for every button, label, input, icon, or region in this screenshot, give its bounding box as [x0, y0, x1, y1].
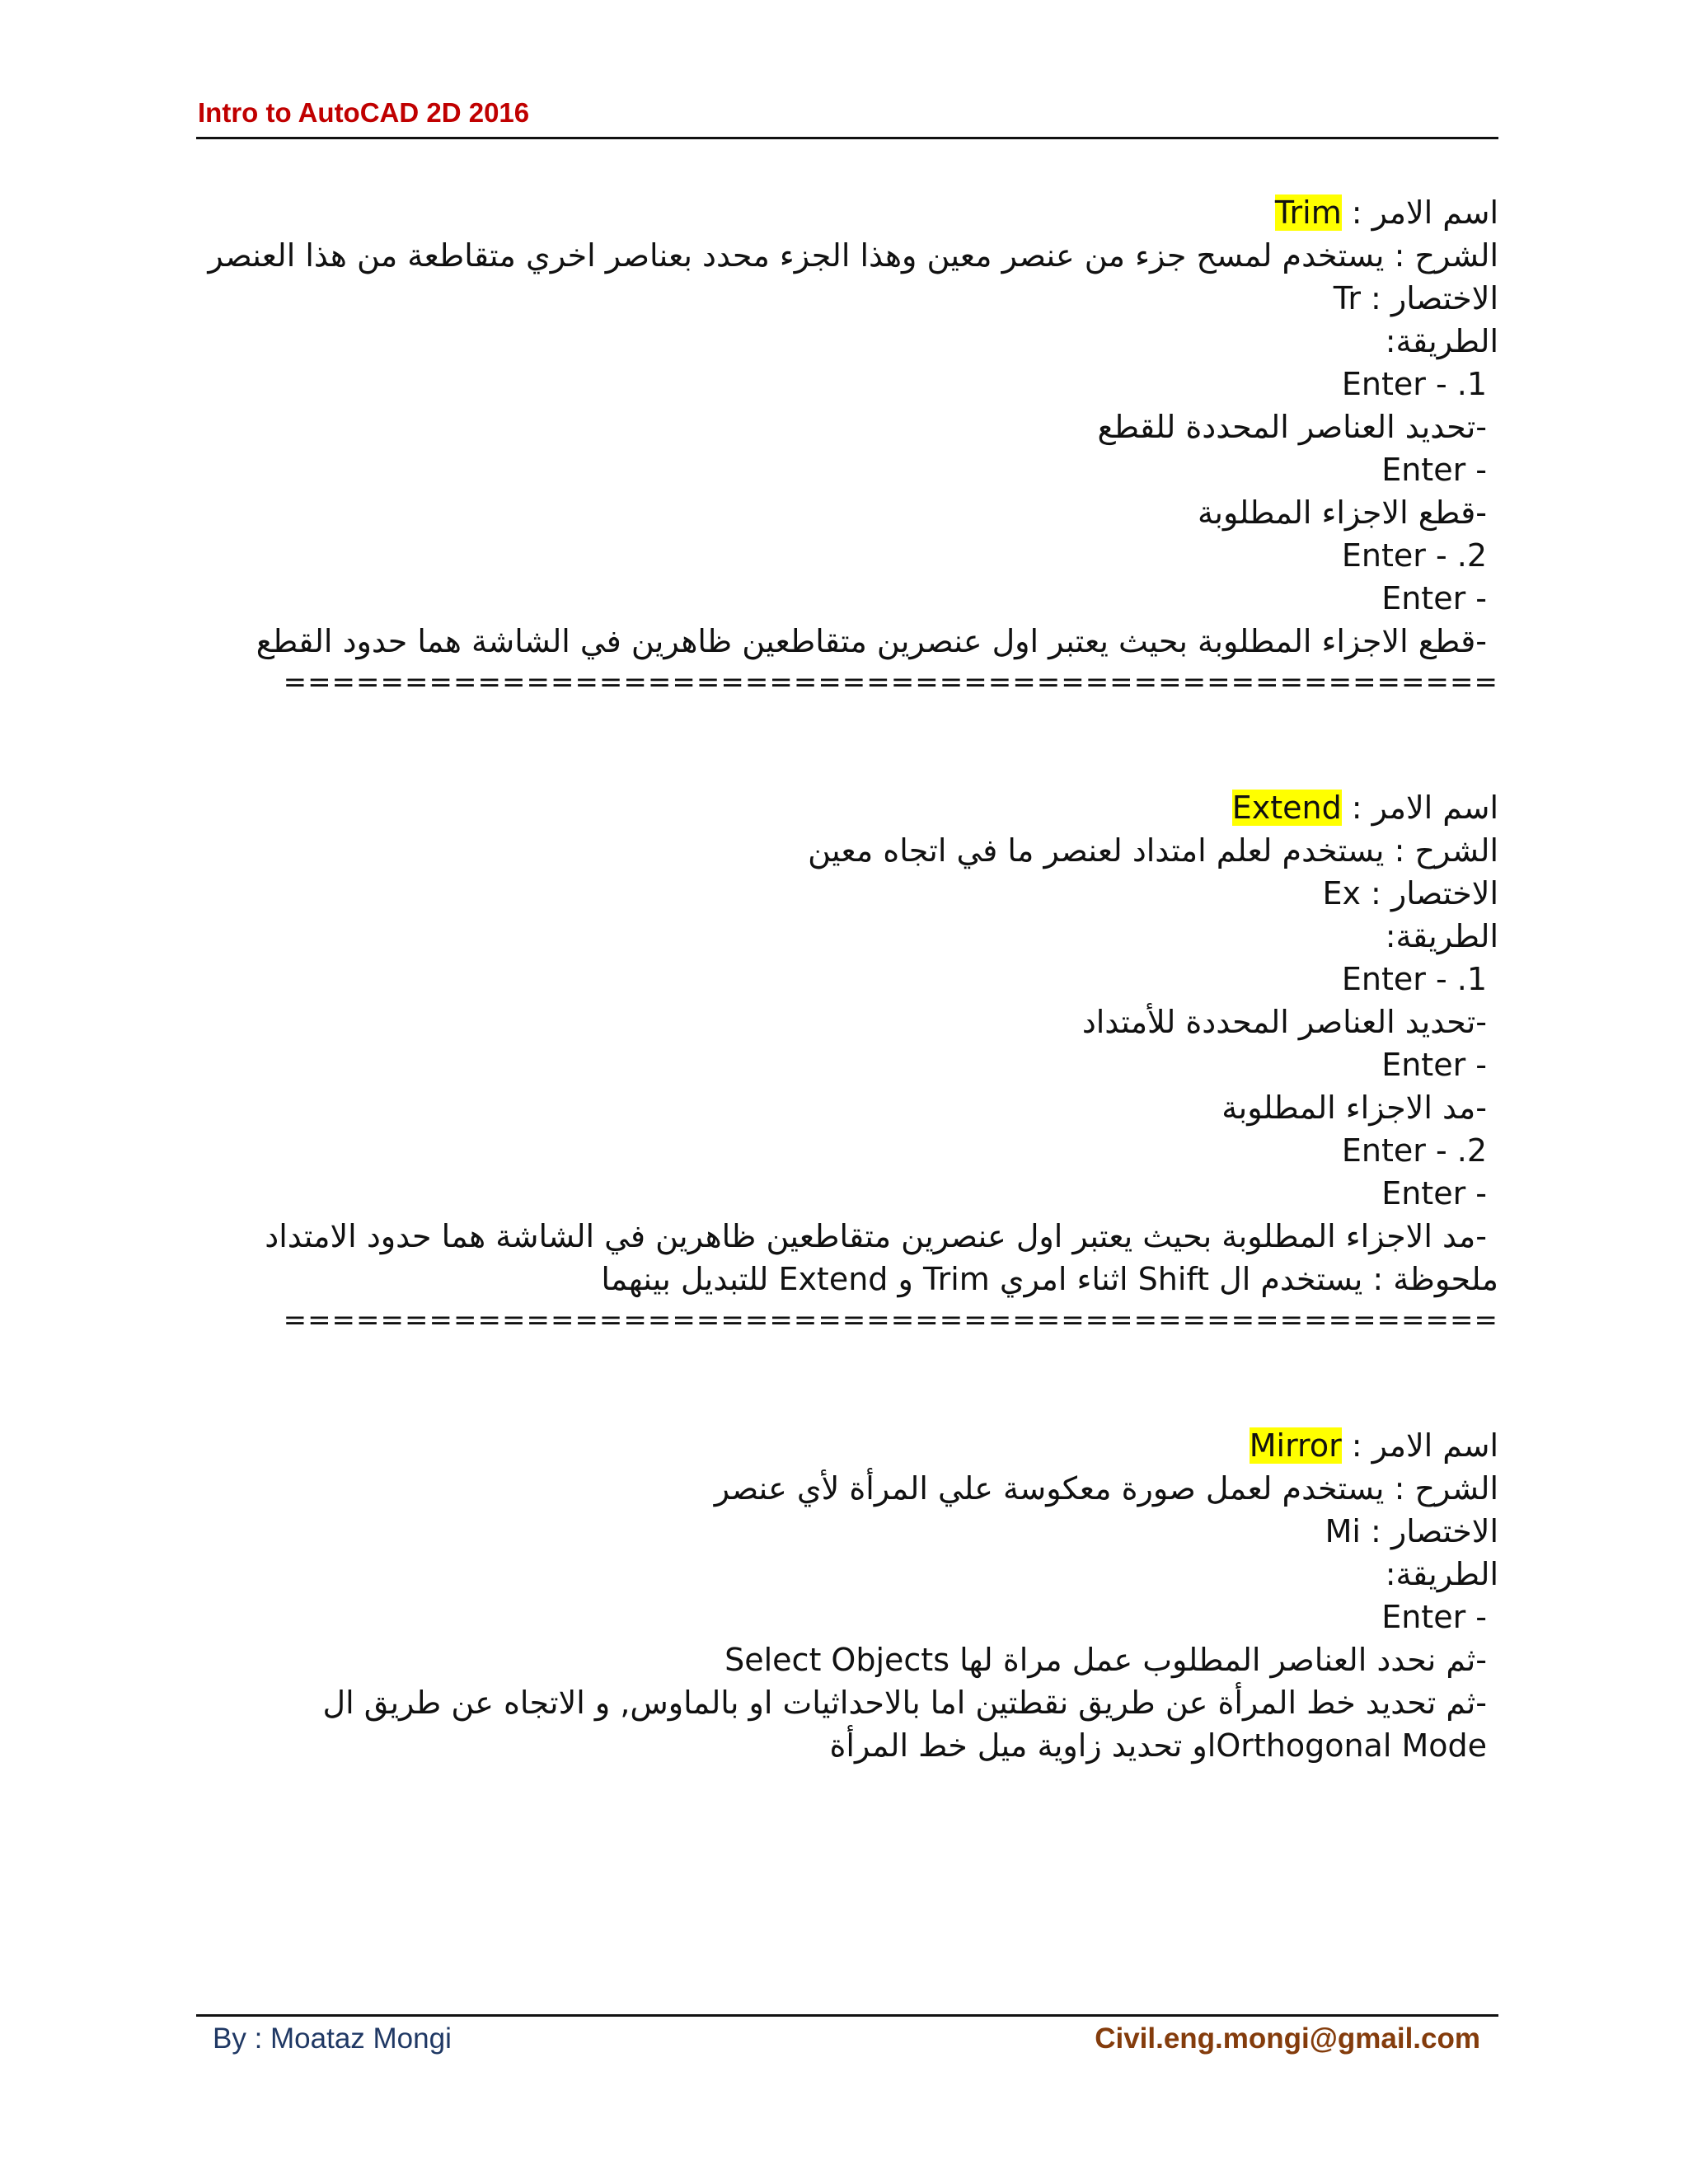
page-header-title: Intro to AutoCAD 2D 2016: [198, 97, 530, 128]
command-method-heading: الطريقة:: [1385, 918, 1498, 954]
footer-author: By : Moataz Mongi: [213, 2022, 452, 2055]
method-step: -قطع الاجزاء المطلوبة: [1198, 494, 1487, 531]
method-step: - Enter: [1381, 580, 1487, 616]
command-description: الشرح : يستخدم لمسح جزء من عنصر معين وهذا الجزء محدد بعناصر اخري متقاطعة من هذا العنصر: [208, 237, 1498, 274]
command-section-mirror: [202, 1424, 1498, 1767]
command-name-prefix: اسم الامر :: [1341, 1427, 1498, 1464]
method-step: 1. - Enter: [1341, 366, 1487, 402]
method-step: - Enter: [1381, 1599, 1487, 1635]
command-name-line: [202, 786, 1498, 829]
section-separator: ==================================================: [283, 666, 1498, 699]
method-step: -ثم تحديد خط المرأة عن طريق نقطتين اما بالاحداثيات او بالماوس, و الاتجاه عن طريق ال Orthogonal Modeاو تحديد زاوية ميل خط المرأة: [322, 1685, 1487, 1764]
command-method-heading: الطريقة:: [1385, 1556, 1498, 1592]
command-shortcut: الاختصار : Mi: [1325, 1513, 1498, 1549]
method-step: 2. - Enter: [1341, 1132, 1487, 1169]
method-step: -مد الاجزاء المطلوبة: [1221, 1090, 1487, 1126]
command-name-line: [202, 1424, 1498, 1467]
method-step: -قطع الاجزاء المطلوبة بحيث يعتبر اول عنصرين متقاطعين ظاهرين في الشاشة هما حدود القطع: [256, 623, 1487, 659]
header-divider: [196, 137, 1498, 139]
command-name-highlight: Extend: [1231, 790, 1342, 826]
section-separator: ==================================================: [283, 1304, 1498, 1337]
command-section-trim: [202, 191, 1498, 663]
method-step: - Enter: [1381, 1175, 1487, 1212]
section-gap: [202, 702, 1498, 786]
command-description: الشرح : يستخدم لعمل صورة معكوسة علي المرأة لأي عنصر: [714, 1470, 1498, 1507]
method-step: - Enter: [1381, 452, 1487, 488]
command-name-line: [202, 191, 1498, 234]
section-gap: [202, 1340, 1498, 1424]
command-name-prefix: اسم الامر :: [1341, 194, 1498, 231]
command-method-heading: الطريقة:: [1385, 323, 1498, 359]
command-name-highlight: Trim: [1274, 194, 1342, 231]
method-step: 2. - Enter: [1341, 537, 1487, 574]
command-name-highlight: Mirror: [1249, 1427, 1342, 1464]
command-shortcut: الاختصار : Ex: [1322, 875, 1498, 912]
footer-email: Civil.eng.mongi@gmail.com: [1095, 2022, 1480, 2055]
command-section-extend: [202, 786, 1498, 1301]
method-step: -ثم نحدد العناصر المطلوب عمل مراة لها Select Objects: [724, 1642, 1487, 1678]
command-shortcut: الاختصار : Tr: [1333, 280, 1498, 316]
command-name-prefix: اسم الامر :: [1341, 790, 1498, 826]
command-description: الشرح : يستخدم لعلم امتداد لعنصر ما في اتجاه معين: [808, 832, 1498, 869]
footer-divider: [196, 2014, 1498, 2017]
document-body: [202, 191, 1498, 1767]
command-note: ملحوظة : يستخدم ال Shift اثناء امري Trim و Extend للتبديل بينهما: [601, 1261, 1498, 1297]
method-step: -تحديد العناصر المحددة للقطع: [1097, 409, 1487, 445]
method-step: -مد الاجزاء المطلوبة بحيث يعتبر اول عنصرين متقاطعين ظاهرين في الشاشة هما حدود الامتداد: [265, 1218, 1487, 1254]
method-step: - Enter: [1381, 1047, 1487, 1083]
method-step: 1. - Enter: [1341, 961, 1487, 997]
method-step: -تحديد العناصر المحددة للأمتداد: [1081, 1004, 1487, 1040]
